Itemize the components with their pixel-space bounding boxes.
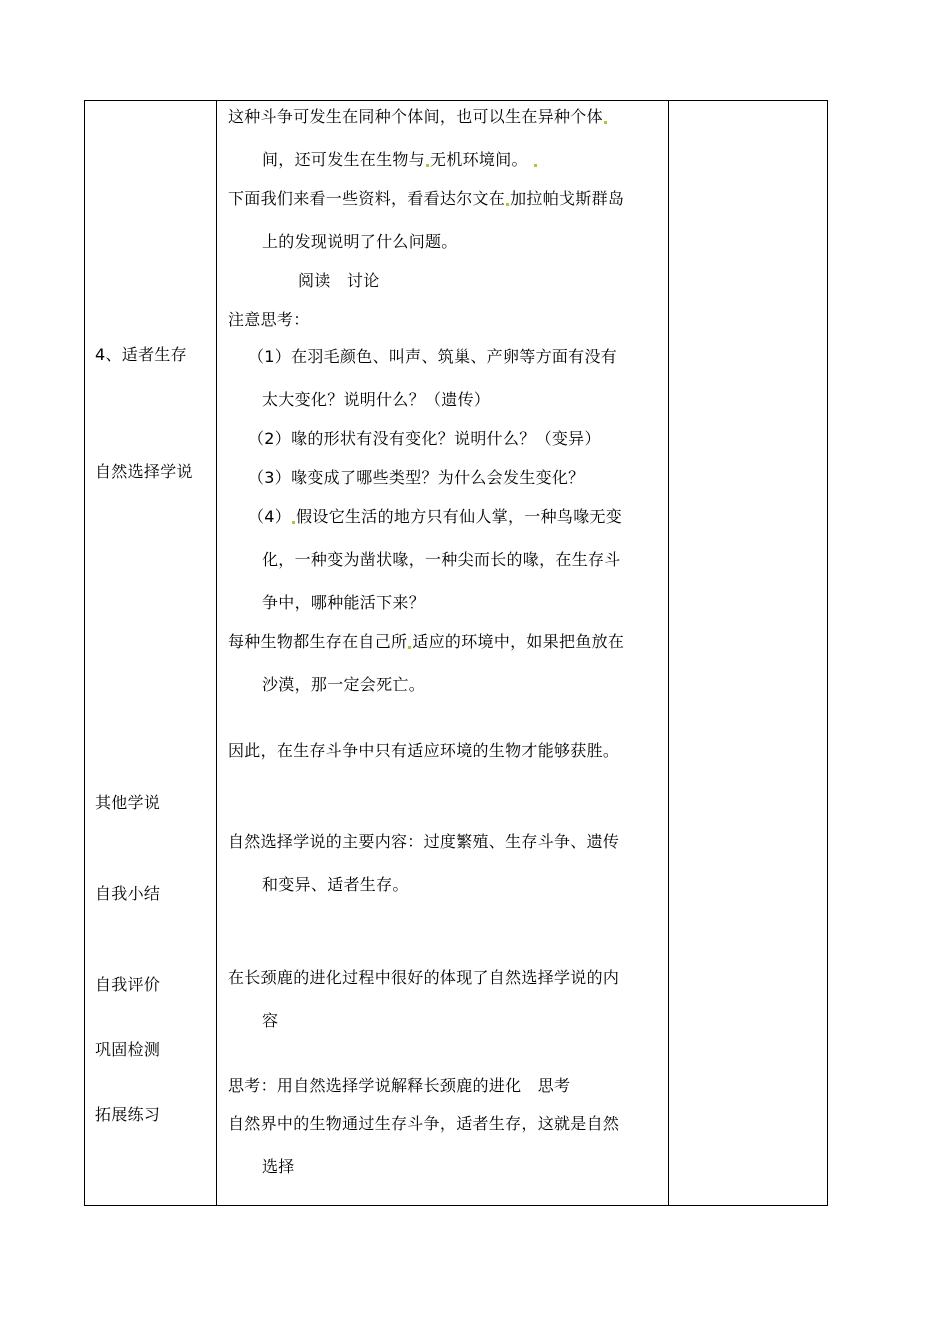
section-survival-of-fittest: 4、适者生存 [95, 345, 187, 364]
paragraph-conclusion: 因此，在生存斗争中只有适应环境的生物才能够获胜。 [228, 741, 620, 760]
section-self-evaluation: 自我评价 [95, 975, 161, 994]
mark-dot [534, 164, 537, 167]
question-1-line2: 太大变化？说明什么？（遗传） [262, 390, 491, 409]
section-extension: 拓展练习 [95, 1105, 161, 1124]
paragraph-adaptation-line1: 每种生物都生存在自己所 适应的环境中，如果把鱼放在 [228, 632, 625, 651]
question-1-line1: （1）在羽毛颜色、叫声、筑巢、产卵等方面有没有 [248, 347, 618, 366]
paragraph-giraffe-line2: 容 [262, 1011, 279, 1030]
mark-dot [292, 521, 295, 524]
section-consolidation: 巩固检测 [95, 1040, 161, 1059]
column-divider-1 [216, 101, 217, 1205]
question-4-line1: （4） 假设它生活的地方只有仙人掌，一种鸟喙无变 [248, 507, 623, 526]
question-3: （3）喙变成了哪些类型？为什么会发生变化？ [248, 468, 585, 487]
mark-dot [506, 203, 509, 206]
mark-dot [408, 646, 411, 649]
question-4-line2: 化，一种变为凿状喙，一种尖而长的喙，在生存斗 [262, 550, 621, 569]
paragraph-selection-line1: 自然界中的生物通过生存斗争，适者生存，这就是自然 [228, 1114, 620, 1133]
section-self-summary: 自我小结 [95, 884, 161, 903]
paragraph-think: 思考：用自然选择学说解释长颈鹿的进化 思考 [228, 1076, 571, 1095]
section-other-theories: 其他学说 [95, 793, 161, 812]
paragraph-darwin-line1: 下面我们来看一些资料，看看达尔文在 加拉帕戈斯群岛 [228, 189, 625, 208]
paragraph-giraffe-line1: 在长颈鹿的进化过程中很好的体现了自然选择学说的内 [228, 968, 620, 987]
section-natural-selection: 自然选择学说 [95, 462, 193, 481]
lesson-table [84, 100, 828, 1206]
mark-dot [426, 164, 429, 167]
column-divider-2 [668, 101, 669, 1205]
mark-dot [604, 121, 607, 124]
paragraph-main-content-line2: 和变异、适者生存。 [262, 875, 409, 894]
attention-heading: 注意思考： [228, 310, 310, 329]
paragraph-main-content-line1: 自然选择学说的主要内容：过度繁殖、生存斗争、遗传 [228, 832, 620, 851]
paragraph-darwin-line2: 上的发现说明了什么问题。 [262, 232, 458, 251]
question-2: （2）喙的形状有没有变化？说明什么？（变异） [248, 429, 601, 448]
paragraph-struggle-line2: 间，还可发生在生物与 无机环境间。 [262, 150, 538, 170]
activity-heading: 阅读 讨论 [298, 271, 380, 290]
paragraph-selection-line2: 选择 [262, 1157, 295, 1176]
paragraph-struggle-line1: 这种斗争可发生在同种个体间，也可以生在异种个体 [228, 107, 608, 127]
paragraph-adaptation-line2: 沙漠，那一定会死亡。 [262, 675, 426, 694]
question-4-line3: 争中，哪种能活下来？ [262, 593, 426, 612]
